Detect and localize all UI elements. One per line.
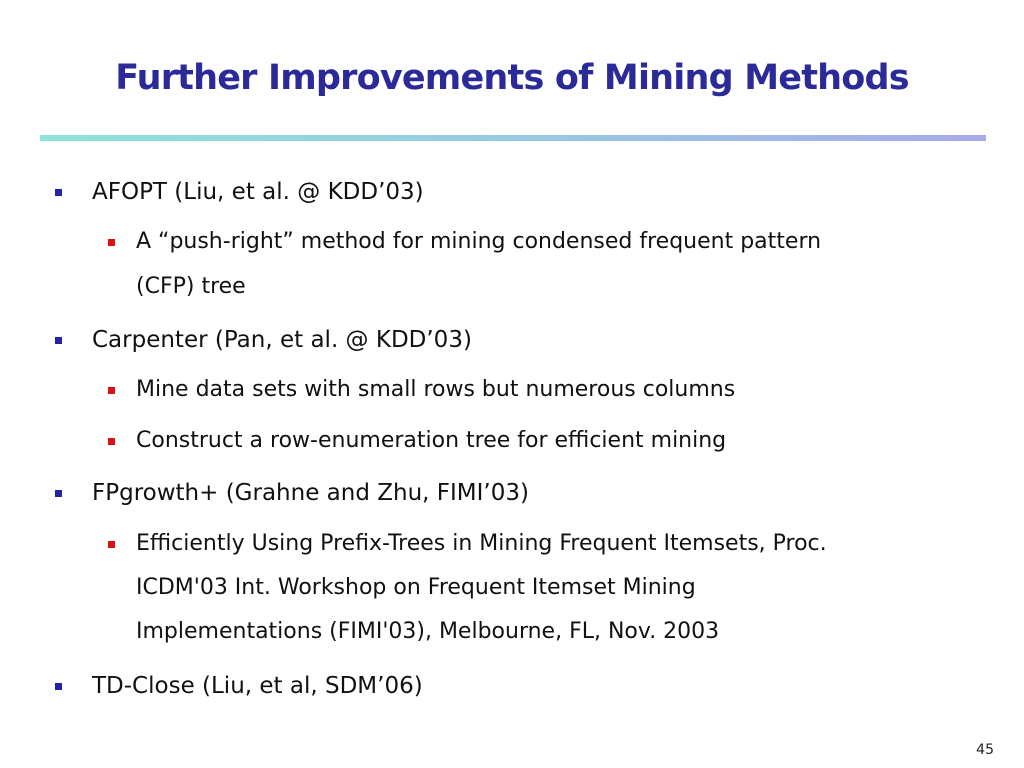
sub-bullet-square-icon	[108, 541, 115, 548]
sub-list-item-continuation: ICDM'03 Int. Workshop on Frequent Itemset Mining	[136, 575, 696, 600]
bullet-square-icon	[55, 337, 62, 344]
list-item: Carpenter (Pan, et al. @ KDD’03)	[92, 327, 472, 353]
sub-list-item: A “push-right” method for mining condensed frequent pattern	[136, 229, 822, 254]
sub-bullet-square-icon	[108, 239, 115, 246]
sub-bullet-square-icon	[108, 387, 115, 394]
sub-list-item: Mine data sets with small rows but numerous columns	[136, 377, 736, 402]
sub-list-item-continuation: (CFP) tree	[136, 274, 246, 299]
sub-list-item-continuation: Implementations (FIMI'03), Melbourne, FL, Nov. 2003	[136, 619, 720, 644]
sub-bullet-square-icon	[108, 438, 115, 445]
list-item: AFOPT (Liu, et al. @ KDD’03)	[92, 179, 424, 205]
list-item: TD-Close (Liu, et al, SDM’06)	[92, 673, 423, 699]
list-item: FPgrowth+ (Grahne and Zhu, FIMI’03)	[92, 480, 529, 506]
page-number: 45	[976, 742, 994, 758]
sub-list-item: Construct a row-enumeration tree for efficient mining	[136, 428, 727, 453]
sub-list-item: Efficiently Using Prefix-Trees in Mining Frequent Itemsets, Proc.	[136, 531, 827, 556]
bullet-square-icon	[55, 189, 62, 196]
bullet-square-icon	[55, 490, 62, 497]
bullet-square-icon	[55, 683, 62, 690]
slide-title: Further Improvements of Mining Methods	[115, 58, 909, 98]
